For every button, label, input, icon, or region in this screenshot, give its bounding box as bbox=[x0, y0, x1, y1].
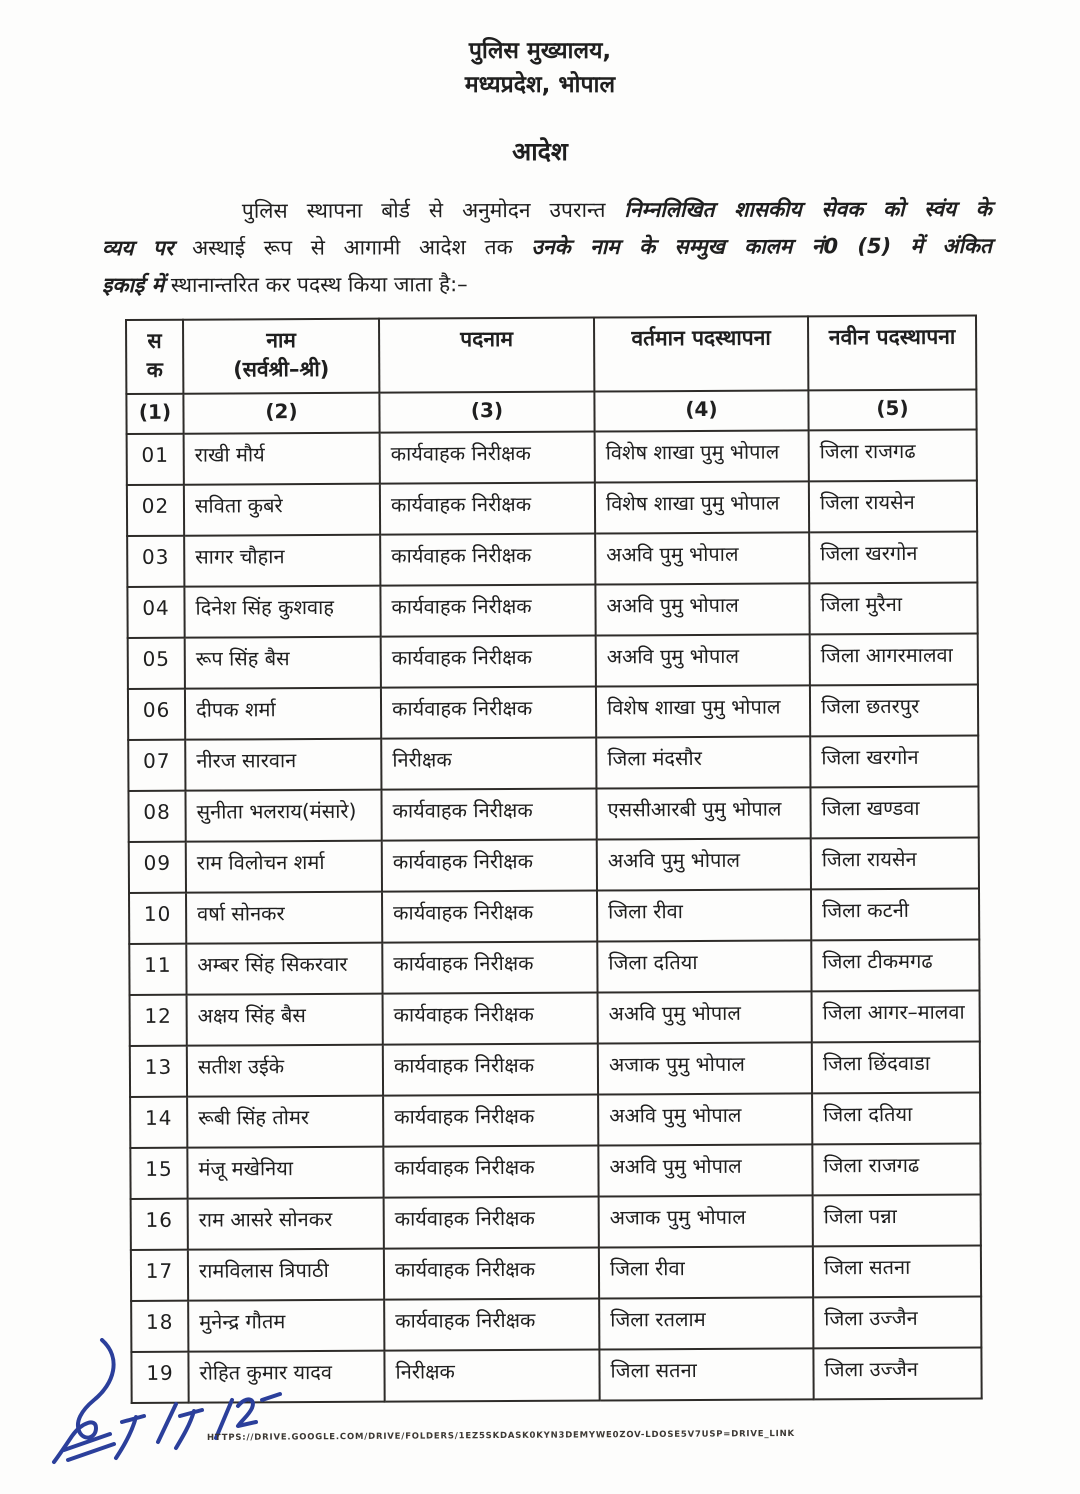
intro-seg-6: इकाई में bbox=[102, 273, 165, 298]
cell-current-posting: विशेष शाखा पुमु भोपाल bbox=[595, 430, 809, 482]
header-new-posting: नवीन पदस्थापना bbox=[808, 316, 976, 391]
cell-sno: 01 bbox=[127, 434, 184, 485]
cell-designation: कार्यवाहक निरीक्षक bbox=[383, 1095, 598, 1147]
cell-designation: कार्यवाहक निरीक्षक bbox=[380, 432, 595, 484]
cell-new-posting: जिला आगर–मालवा bbox=[812, 991, 980, 1043]
header-current-posting: वर्तमान पदस्थापना bbox=[594, 316, 808, 391]
table-row bbox=[128, 685, 978, 740]
cell-name: राखी मौर्य bbox=[184, 433, 380, 485]
cell-designation: कार्यवाहक निरीक्षक bbox=[384, 1197, 599, 1249]
cell-name: राम विलोचन शर्मा bbox=[186, 841, 382, 893]
cell-designation: कार्यवाहक निरीक्षक bbox=[380, 483, 595, 535]
cell-name: सागर चौहान bbox=[184, 535, 380, 587]
cell-current-posting: एससीआरबी पुमु भोपाल bbox=[596, 787, 810, 839]
cell-name: सविता कुबरे bbox=[184, 484, 380, 536]
cell-current-posting: अअवि पुमु भोपाल bbox=[597, 838, 811, 890]
signature-stroke bbox=[68, 1444, 114, 1460]
cell-new-posting: जिला कटनी bbox=[811, 889, 979, 941]
cell-sno: 07 bbox=[128, 740, 185, 791]
cell-name: रामविलास त्रिपाठी bbox=[188, 1249, 384, 1301]
table-row bbox=[130, 1042, 980, 1097]
cell-new-posting: जिला रायसेन bbox=[809, 481, 977, 533]
order-title: आदेश bbox=[512, 137, 568, 166]
cell-designation: निरीक्षक bbox=[384, 1350, 599, 1402]
cell-name: मंजू मखेनिया bbox=[187, 1147, 383, 1199]
cell-name: रूबी सिंह तोमर bbox=[187, 1096, 383, 1148]
column-number-row bbox=[126, 390, 976, 434]
signature-stroke bbox=[158, 1404, 176, 1442]
cell-current-posting: जिला रीवा bbox=[597, 889, 811, 941]
intro-line-2 bbox=[102, 228, 992, 267]
signature-stroke bbox=[116, 1416, 144, 1458]
cell-current-posting: अअवि पुमु भोपाल bbox=[595, 532, 809, 584]
org-name-line1: पुलिस मुख्यालय, bbox=[468, 38, 612, 64]
cell-name: मुनेन्द्र गौतम bbox=[188, 1300, 384, 1352]
header-sno bbox=[126, 320, 183, 394]
cell-current-posting: जिला रीवा bbox=[599, 1246, 813, 1298]
cell-new-posting: जिला पन्ना bbox=[813, 1195, 981, 1247]
cell-sno: 12 bbox=[130, 995, 187, 1046]
table-row bbox=[129, 838, 979, 893]
intro-seg-4: अस्थाई रूप से आगामी आदेश तक bbox=[173, 235, 532, 260]
cell-sno: 04 bbox=[127, 587, 184, 638]
cell-sno: 02 bbox=[127, 485, 184, 536]
table-row bbox=[130, 1144, 980, 1199]
cell-sno: 16 bbox=[131, 1199, 188, 1250]
cell-current-posting: अअवि पुमु भोपाल bbox=[598, 1144, 812, 1196]
signature-stroke bbox=[64, 1434, 110, 1450]
transfer-table-body bbox=[127, 430, 982, 1403]
col-number-4: (4) bbox=[594, 390, 808, 431]
cell-current-posting: विशेष शाखा पुमु भोपाल bbox=[595, 481, 809, 533]
cell-designation: कार्यवाहक निरीक्षक bbox=[381, 636, 596, 688]
cell-current-posting: अजाक पुमु भोपाल bbox=[599, 1195, 813, 1247]
cell-current-posting: अअवि पुमु भोपाल bbox=[598, 1093, 812, 1145]
cell-designation: कार्यवाहक निरीक्षक bbox=[383, 1044, 598, 1096]
header-sno-line1: स bbox=[147, 328, 162, 353]
cell-name: वर्षा सोनकर bbox=[186, 892, 382, 944]
cell-sno: 18 bbox=[131, 1301, 188, 1352]
table-row bbox=[131, 1246, 981, 1301]
org-name-line2: मध्यप्रदेश, भोपाल bbox=[464, 72, 616, 98]
cell-sno: 15 bbox=[130, 1148, 187, 1199]
cell-sno: 05 bbox=[128, 638, 185, 689]
table-row bbox=[131, 1195, 981, 1250]
cell-new-posting: जिला खरगोन bbox=[809, 532, 977, 584]
cell-current-posting: जिला रतलाम bbox=[599, 1297, 813, 1349]
col-number-2: (2) bbox=[183, 393, 379, 434]
cell-designation: कार्यवाहक निरीक्षक bbox=[383, 993, 598, 1045]
cell-new-posting: जिला उज्जैन bbox=[813, 1297, 981, 1349]
intro-paragraph bbox=[102, 191, 992, 304]
cell-new-posting: जिला छिंदवाडा bbox=[812, 1042, 980, 1094]
cell-designation: कार्यवाहक निरीक्षक bbox=[382, 942, 597, 994]
cell-new-posting: जिला राजगढ bbox=[809, 430, 977, 482]
cell-current-posting: विशेष शाखा पुमु भोपाल bbox=[596, 685, 810, 737]
intro-line-1 bbox=[102, 191, 992, 230]
intro-seg-5: उनके नाम के सम्मुख कालम नं0 (5) में अंकित bbox=[531, 233, 993, 260]
cell-name: नीरज सारवान bbox=[185, 739, 381, 791]
cell-name: सुनीता भलराय(मंसारे) bbox=[185, 790, 381, 842]
table-row bbox=[128, 634, 978, 689]
cell-name: दिनेश सिंह कुशवाह bbox=[184, 586, 380, 638]
cell-current-posting: अजाक पुमु भोपाल bbox=[598, 1042, 812, 1094]
table-row bbox=[131, 1297, 981, 1352]
col-number-1: (1) bbox=[126, 394, 183, 434]
cell-name: सतीश उईके bbox=[187, 1045, 383, 1097]
drive-url-text: HTTPS://DRIVE.GOOGLE.COM/DRIVE/FOLDERS/1EZ5SKDASK0KYN3DEMYWE0ZOV-LDOSE5V7USP=DRIVE_LINK bbox=[206, 1428, 795, 1444]
cell-sno: 09 bbox=[129, 842, 186, 893]
cell-sno: 03 bbox=[127, 536, 184, 587]
intro-seg-2: निम्नलिखित शासकीय सेवक को स्वंय के bbox=[624, 196, 992, 222]
header-designation: पदनाम bbox=[379, 318, 594, 393]
cell-designation: कार्यवाहक निरीक्षक bbox=[382, 840, 597, 892]
signature-stroke bbox=[54, 1340, 114, 1462]
cell-new-posting: जिला टीकमगढ bbox=[811, 940, 979, 992]
transfer-table-head bbox=[126, 316, 977, 434]
table-row bbox=[128, 736, 978, 791]
table-row bbox=[127, 481, 977, 536]
table-row bbox=[127, 430, 977, 485]
cell-sno: 10 bbox=[129, 893, 186, 944]
signature-stroke bbox=[176, 1410, 202, 1448]
org-header bbox=[0, 0, 1080, 102]
table-row bbox=[131, 1348, 981, 1403]
cell-new-posting: जिला दतिया bbox=[812, 1093, 980, 1145]
cell-new-posting: जिला मुरैना bbox=[809, 583, 977, 635]
col-number-3: (3) bbox=[379, 392, 594, 433]
cell-designation: कार्यवाहक निरीक्षक bbox=[380, 585, 595, 637]
cell-current-posting: अअवि पुमु भोपाल bbox=[598, 991, 812, 1043]
cell-designation: कार्यवाहक निरीक्षक bbox=[381, 687, 596, 739]
col-number-5: (5) bbox=[808, 390, 976, 431]
table-row bbox=[130, 991, 980, 1046]
cell-name: रूप सिंह बैस bbox=[185, 637, 381, 689]
cell-new-posting: जिला सतना bbox=[813, 1246, 981, 1298]
cell-name: राम आसरे सोनकर bbox=[188, 1198, 384, 1250]
cell-current-posting: अअवि पुमु भोपाल bbox=[596, 634, 810, 686]
cell-current-posting: अअवि पुमु भोपाल bbox=[595, 583, 809, 635]
cell-name: अम्बर सिंह सिकरवार bbox=[186, 943, 382, 995]
table-row bbox=[128, 787, 978, 842]
intro-seg-3: व्यय पर bbox=[101, 235, 174, 261]
header-row bbox=[126, 316, 976, 394]
cell-new-posting: जिला राजगढ bbox=[812, 1144, 980, 1196]
table-row bbox=[127, 532, 977, 587]
cell-designation: कार्यवाहक निरीक्षक bbox=[380, 534, 595, 586]
cell-sno: 11 bbox=[129, 944, 186, 995]
cell-new-posting: जिला खण्डवा bbox=[810, 787, 978, 839]
cell-new-posting: जिला उज्जैन bbox=[813, 1348, 981, 1400]
cell-designation: निरीक्षक bbox=[381, 738, 596, 790]
cell-name: दीपक शर्मा bbox=[185, 688, 381, 740]
transfer-table bbox=[125, 315, 983, 1404]
table-row bbox=[129, 889, 979, 944]
header-name-line2: (सर्वश्री–श्री) bbox=[233, 356, 330, 382]
cell-designation: कार्यवाहक निरीक्षक bbox=[384, 1299, 599, 1351]
cell-current-posting: जिला दतिया bbox=[597, 940, 811, 992]
intro-seg-7: स्थानान्तरित कर पदस्थ किया जाता है:– bbox=[164, 272, 468, 298]
header-name-line1: नाम bbox=[266, 328, 297, 353]
cell-new-posting: जिला रायसेन bbox=[811, 838, 979, 890]
cell-sno: 06 bbox=[128, 689, 185, 740]
cell-sno: 17 bbox=[131, 1250, 188, 1301]
cell-name: रोहित कुमार यादव bbox=[188, 1351, 384, 1403]
cell-sno: 14 bbox=[130, 1097, 187, 1148]
cell-new-posting: जिला खरगोन bbox=[810, 736, 978, 788]
cell-designation: कार्यवाहक निरीक्षक bbox=[381, 789, 596, 841]
header-name bbox=[183, 319, 379, 394]
cell-sno: 08 bbox=[128, 791, 185, 842]
cell-sno: 13 bbox=[130, 1046, 187, 1097]
cell-current-posting: जिला मंदसौर bbox=[596, 736, 810, 788]
intro-line-3 bbox=[102, 265, 992, 304]
cell-new-posting: जिला छतरपुर bbox=[810, 685, 978, 737]
intro-seg-1: पुलिस स्थापना बोर्ड से अनुमोदन उपरान्त bbox=[241, 197, 625, 223]
cell-designation: कार्यवाहक निरीक्षक bbox=[382, 891, 597, 943]
table-row bbox=[127, 583, 977, 638]
cell-sno: 19 bbox=[131, 1352, 188, 1403]
table-row bbox=[130, 1093, 980, 1148]
cell-designation: कार्यवाहक निरीक्षक bbox=[384, 1248, 599, 1300]
table-row bbox=[129, 940, 979, 995]
cell-new-posting: जिला आगरमालवा bbox=[810, 634, 978, 686]
header-sno-line2: क bbox=[146, 357, 163, 382]
cell-current-posting: जिला सतना bbox=[599, 1348, 813, 1400]
cell-designation: कार्यवाहक निरीक्षक bbox=[383, 1146, 598, 1198]
cell-name: अक्षय सिंह बैस bbox=[187, 994, 383, 1046]
